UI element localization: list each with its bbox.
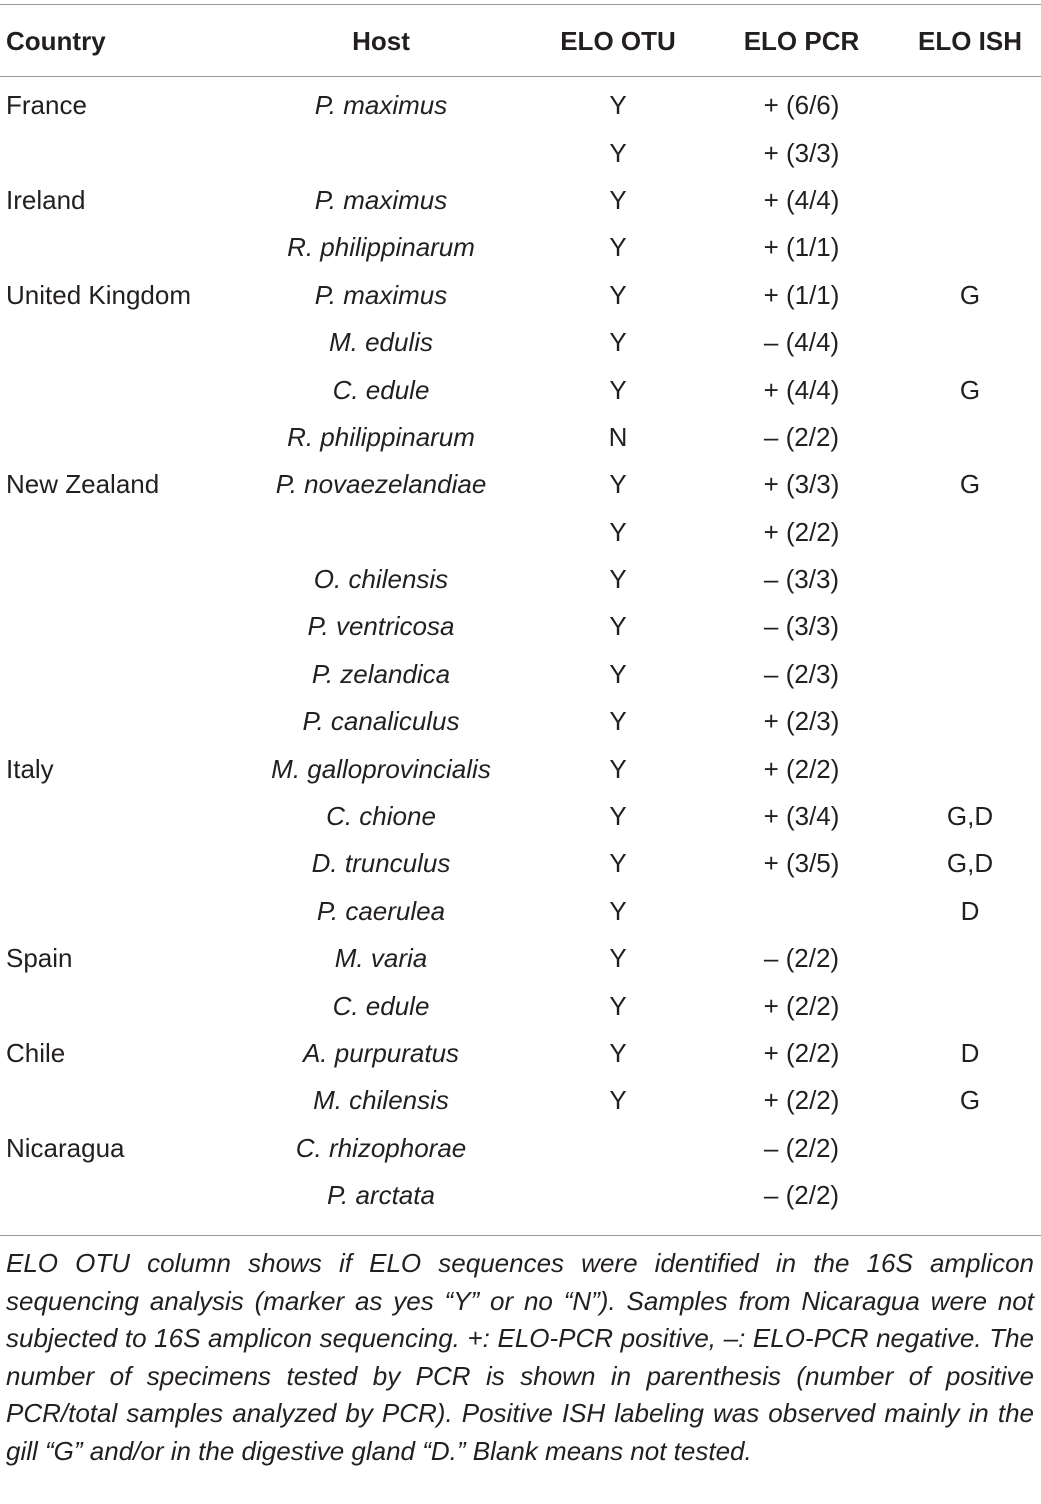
host-cell: R. philippinarum (287, 421, 475, 452)
country-cell (0, 888, 230, 935)
table-row (0, 793, 1041, 840)
elo-otu-cell: Y (609, 990, 627, 1021)
country-cell (0, 603, 230, 650)
country-cell (0, 224, 230, 271)
host-cell: O. chilensis (313, 564, 449, 595)
header-elo-pcr: ELO PCR (743, 25, 860, 56)
country-cell (0, 319, 230, 366)
table-row (0, 177, 1041, 224)
table-row (0, 935, 1041, 982)
elo-ish-cell (899, 319, 1041, 366)
elo-otu-cell: Y (609, 1038, 627, 1068)
elo-pcr-cell: – (2/2) (763, 421, 840, 452)
elo-pcr-cell: + (2/2) (763, 1038, 840, 1068)
elo-pcr-cell: + (2/2) (763, 516, 840, 547)
host-cell (230, 509, 532, 556)
host-cell: M. chilensis (313, 1085, 449, 1116)
table-row (0, 982, 1041, 1029)
elo-otu-cell: Y (609, 801, 627, 832)
elo-pcr-cell: + (4/4) (763, 184, 840, 215)
country-cell (0, 414, 230, 461)
country-cell (0, 366, 230, 413)
header-country: Country (6, 25, 106, 56)
country-cell (0, 129, 230, 176)
elo-ish-cell (899, 76, 1041, 129)
elo-otu-cell: N (608, 421, 628, 452)
country-cell (0, 698, 230, 745)
country-cell (0, 1172, 230, 1219)
table-row (0, 414, 1041, 461)
elo-otu-cell: Y (609, 848, 627, 879)
header-host: Host (352, 25, 410, 56)
country-cell (0, 1077, 230, 1124)
host-cell: P. caerulea (316, 895, 446, 926)
table-row (0, 366, 1041, 413)
elo-ish-cell: G (959, 279, 981, 310)
table-row (0, 461, 1041, 508)
host-cell: M. varia (334, 943, 428, 974)
elo-pcr-cell (704, 888, 899, 935)
table-row (0, 556, 1041, 603)
elo-pcr-cell: + (4/4) (763, 374, 840, 405)
host-cell: R. philippinarum (287, 232, 475, 263)
elo-pcr-cell: – (2/2) (763, 1132, 840, 1163)
table-row (0, 603, 1041, 650)
table-footnote: ELO OTU column shows if ELO sequences were identified in the 16S amplicon sequencing analysis (marker as yes “Y” or no “N”). Samples from Nicaragua were not subjected to 16S amplicon sequencing. +: ELO-PCR positive, –: ELO-PCR negative. The number of specimens tested by PCR is shown in parenthesis (number of positive PCR/total samples analyzed by PCR). Positive ISH labeling was observed mainly in the gill “G” and/or in the digestive gland “D.” Blank means not tested. (6, 1248, 1034, 1466)
elo-pcr-cell: + (2/2) (763, 753, 840, 784)
country-cell: United Kingdom (6, 279, 191, 310)
host-cell: M. galloprovincialis (271, 753, 491, 784)
elo-ish-cell (899, 129, 1041, 176)
elo-pcr-cell: – (4/4) (763, 327, 840, 358)
country-cell (0, 793, 230, 840)
elo-otu-cell: Y (609, 658, 627, 689)
host-cell: P. ventricosa (307, 611, 455, 642)
elo-ish-cell: G (959, 1085, 981, 1116)
table-row (0, 840, 1041, 887)
elo-otu-cell: Y (609, 753, 627, 784)
elo-otu-cell: Y (609, 516, 627, 547)
elo-otu-cell (532, 1172, 704, 1219)
elo-pcr-cell: + (3/3) (763, 137, 840, 168)
elo-ish-cell: G (959, 469, 981, 500)
elo-otu-cell: Y (609, 374, 627, 405)
host-cell: C. edule (332, 374, 430, 405)
elo-ish-cell (899, 556, 1041, 603)
country-cell: Italy (6, 753, 54, 784)
table-row (0, 272, 1041, 319)
host-cell: P. zelandica (311, 658, 451, 689)
table-row (0, 224, 1041, 271)
country-cell: Chile (6, 1038, 66, 1068)
table-row (0, 651, 1041, 698)
country-cell: Nicaragua (6, 1132, 125, 1163)
table-row (0, 698, 1041, 745)
elo-otu-cell: Y (609, 279, 627, 310)
country-cell: France (6, 90, 87, 121)
host-cell: C. edule (332, 990, 430, 1021)
table-bottom-rule (0, 1235, 1041, 1236)
elo-ish-cell (899, 509, 1041, 556)
elo-otu-cell: Y (609, 564, 627, 595)
country-cell (0, 840, 230, 887)
elo-pcr-cell: – (2/2) (763, 943, 840, 974)
elo-pcr-cell: + (1/1) (763, 232, 840, 263)
elo-ish-cell: D (960, 895, 980, 926)
host-cell (230, 129, 532, 176)
elo-otu-cell: Y (609, 184, 627, 215)
elo-ish-cell (899, 603, 1041, 650)
header-row (0, 6, 1041, 76)
elo-pcr-cell: + (2/2) (763, 990, 840, 1021)
elo-ish-cell (899, 414, 1041, 461)
elo-otu-cell: Y (609, 137, 627, 168)
elo-pcr-cell: – (2/2) (763, 1180, 840, 1211)
table-row (0, 888, 1041, 935)
elo-ish-cell: G,D (946, 848, 994, 879)
table-row (0, 1077, 1041, 1124)
host-cell: M. edulis (328, 327, 434, 358)
table-body (0, 76, 1041, 1219)
elo-pcr-cell: + (3/3) (763, 469, 840, 500)
country-cell (0, 982, 230, 1029)
elo-pcr-cell: + (1/1) (763, 279, 840, 310)
country-cell: New Zealand (6, 469, 160, 500)
elo-pcr-cell: + (3/5) (763, 848, 840, 879)
elo-pcr-cell: + (2/3) (763, 706, 840, 737)
country-cell: Ireland (6, 184, 86, 215)
elo-pcr-cell: + (3/4) (763, 801, 840, 832)
table-row (0, 1125, 1041, 1172)
host-cell: C. rhizophorae (295, 1132, 467, 1163)
host-cell: C. chione (326, 801, 436, 832)
elo-ish-cell: D (960, 1038, 980, 1068)
elo-ish-cell (899, 1172, 1041, 1219)
elo-ish-cell (899, 224, 1041, 271)
host-cell: P. maximus (314, 279, 448, 310)
table-row (0, 129, 1041, 176)
table-top-rule (0, 4, 1041, 5)
host-cell: P. maximus (314, 184, 448, 215)
host-cell: D. trunculus (311, 848, 451, 879)
elo-pcr-cell: – (3/3) (763, 564, 840, 595)
host-cell: P. maximus (314, 90, 448, 121)
host-cell: P. arctata (327, 1180, 435, 1211)
elo-otu-cell: Y (609, 895, 627, 926)
elo-ish-cell: G,D (946, 801, 994, 832)
host-cell: P. canaliculus (302, 706, 460, 737)
elo-ish-cell (899, 1125, 1041, 1172)
elo-ish-cell (899, 698, 1041, 745)
elo-ish-cell (899, 935, 1041, 982)
table-row (0, 745, 1041, 792)
elo-ish-cell (899, 745, 1041, 792)
elo-pcr-cell: + (2/2) (763, 1085, 840, 1116)
elo-ish-cell (899, 982, 1041, 1029)
elo-ish-cell: G (959, 374, 981, 405)
table-row (0, 1172, 1041, 1219)
country-cell (0, 651, 230, 698)
elo-ish-cell (899, 651, 1041, 698)
elo-pcr-cell: + (6/6) (763, 90, 840, 121)
table-row (0, 1030, 1041, 1077)
host-cell: A. purpuratus (302, 1038, 460, 1068)
elo-pcr-cell: – (3/3) (763, 611, 840, 642)
elo-otu-cell: Y (609, 943, 627, 974)
elo-otu-cell: Y (609, 232, 627, 263)
elo-otu-cell: Y (609, 1085, 627, 1116)
elo-ish-cell (899, 177, 1041, 224)
table-row (0, 319, 1041, 366)
country-cell (0, 509, 230, 556)
elo-detection-table (0, 6, 1041, 1219)
elo-otu-cell (532, 1125, 704, 1172)
country-cell: Spain (6, 943, 73, 974)
header-elo-ish: ELO ISH (917, 25, 1022, 56)
elo-otu-cell: Y (609, 469, 627, 500)
elo-pcr-cell: – (2/3) (763, 658, 840, 689)
elo-otu-cell: Y (609, 327, 627, 358)
elo-otu-cell: Y (609, 611, 627, 642)
table-row (0, 509, 1041, 556)
host-cell: P. novaezelandiae (275, 469, 487, 500)
header-elo-otu: ELO OTU (560, 25, 676, 56)
table-row (0, 76, 1041, 129)
elo-otu-cell: Y (609, 90, 627, 121)
table-header (0, 6, 1041, 76)
elo-otu-cell: Y (609, 706, 627, 737)
country-cell (0, 556, 230, 603)
